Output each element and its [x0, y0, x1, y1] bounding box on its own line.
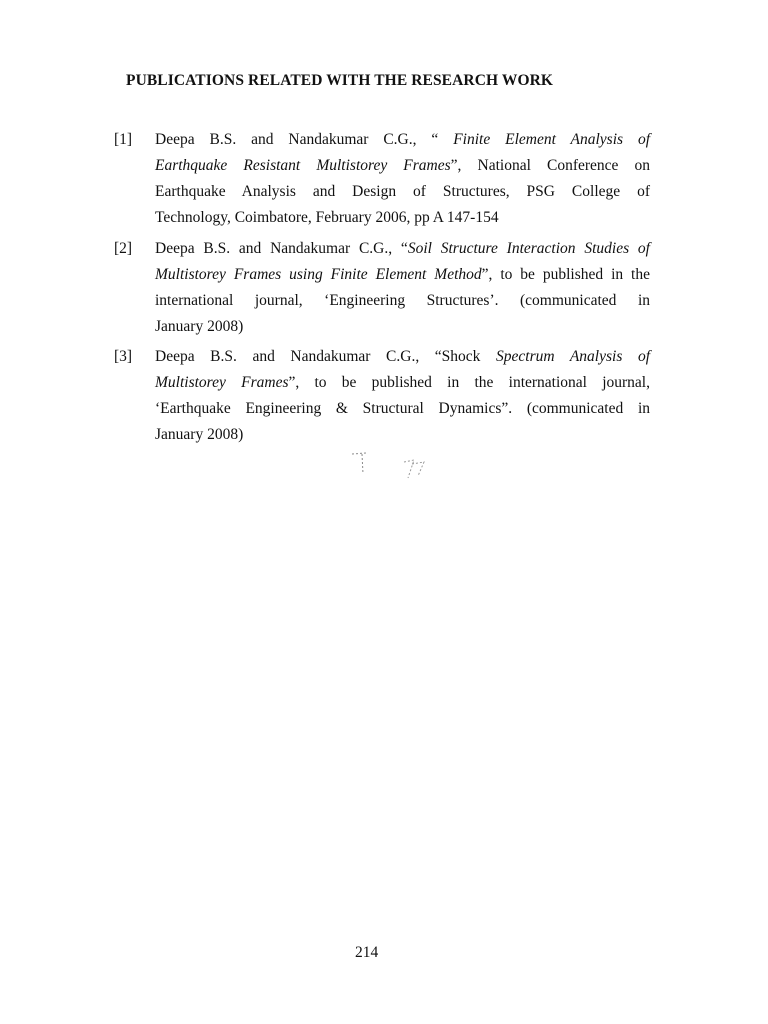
page-heading: PUBLICATIONS RELATED WITH THE RESEARCH WORK	[126, 72, 554, 89]
reference-text-segment: January 2008)	[155, 318, 244, 335]
handwritten-mark	[348, 450, 438, 486]
reference-line	[155, 288, 650, 314]
reference-title-segment: Multistorey Frames	[155, 374, 289, 391]
reference-number: [1]	[114, 131, 133, 148]
page-number: 214	[355, 944, 379, 961]
reference-line	[155, 262, 650, 288]
reference-number: [2]	[114, 240, 133, 257]
reference-line	[155, 314, 650, 340]
reference-text-segment: ”, to be published in the	[481, 266, 650, 283]
reference-title-segment: Multistorey Frames using Finite Element Method	[155, 266, 482, 283]
reference-text-segment: international journal, ‘Engineering Structures’. (communicated in	[155, 292, 650, 309]
reference-text-segment: ”, to be published in the international journal,	[288, 374, 650, 391]
reference-text-segment: ”, National Conference on	[450, 157, 651, 174]
reference-text	[155, 236, 650, 340]
reference-title-segment: Spectrum Analysis of	[496, 348, 651, 365]
reference-line	[155, 153, 650, 179]
reference-text-segment: ‘Earthquake Engineering & Structural Dynamics”. (communicated in	[155, 400, 650, 417]
reference-title-segment: Finite Element Analysis of	[453, 131, 650, 148]
reference-title-segment: Soil Structure Interaction Studies of	[407, 240, 650, 257]
reference-line	[155, 344, 650, 370]
reference-text-segment: Technology, Coimbatore, February 2006, pp A 147-154	[155, 209, 499, 226]
reference-number: [3]	[114, 348, 133, 365]
reference-line	[155, 236, 650, 262]
reference-text-segment: Deepa B.S. and Nandakumar C.G., “	[155, 131, 454, 148]
reference-line	[155, 127, 650, 153]
reference-text	[155, 344, 650, 448]
reference-line	[155, 396, 650, 422]
reference-text	[155, 127, 650, 231]
reference-line	[155, 370, 650, 396]
reference-text-segment: January 2008)	[155, 426, 244, 443]
reference-line	[155, 422, 650, 448]
reference-title-segment: Earthquake Resistant Multistorey Frames	[155, 157, 451, 174]
reference-text-segment: Earthquake Analysis and Design of Structures, PSG College of	[155, 183, 650, 200]
reference-line	[155, 205, 650, 231]
reference-text-segment: Deepa B.S. and Nandakumar C.G., “Shock	[155, 348, 496, 365]
reference-line	[155, 179, 650, 205]
reference-text-segment: Deepa B.S. and Nandakumar C.G., “	[155, 240, 408, 257]
